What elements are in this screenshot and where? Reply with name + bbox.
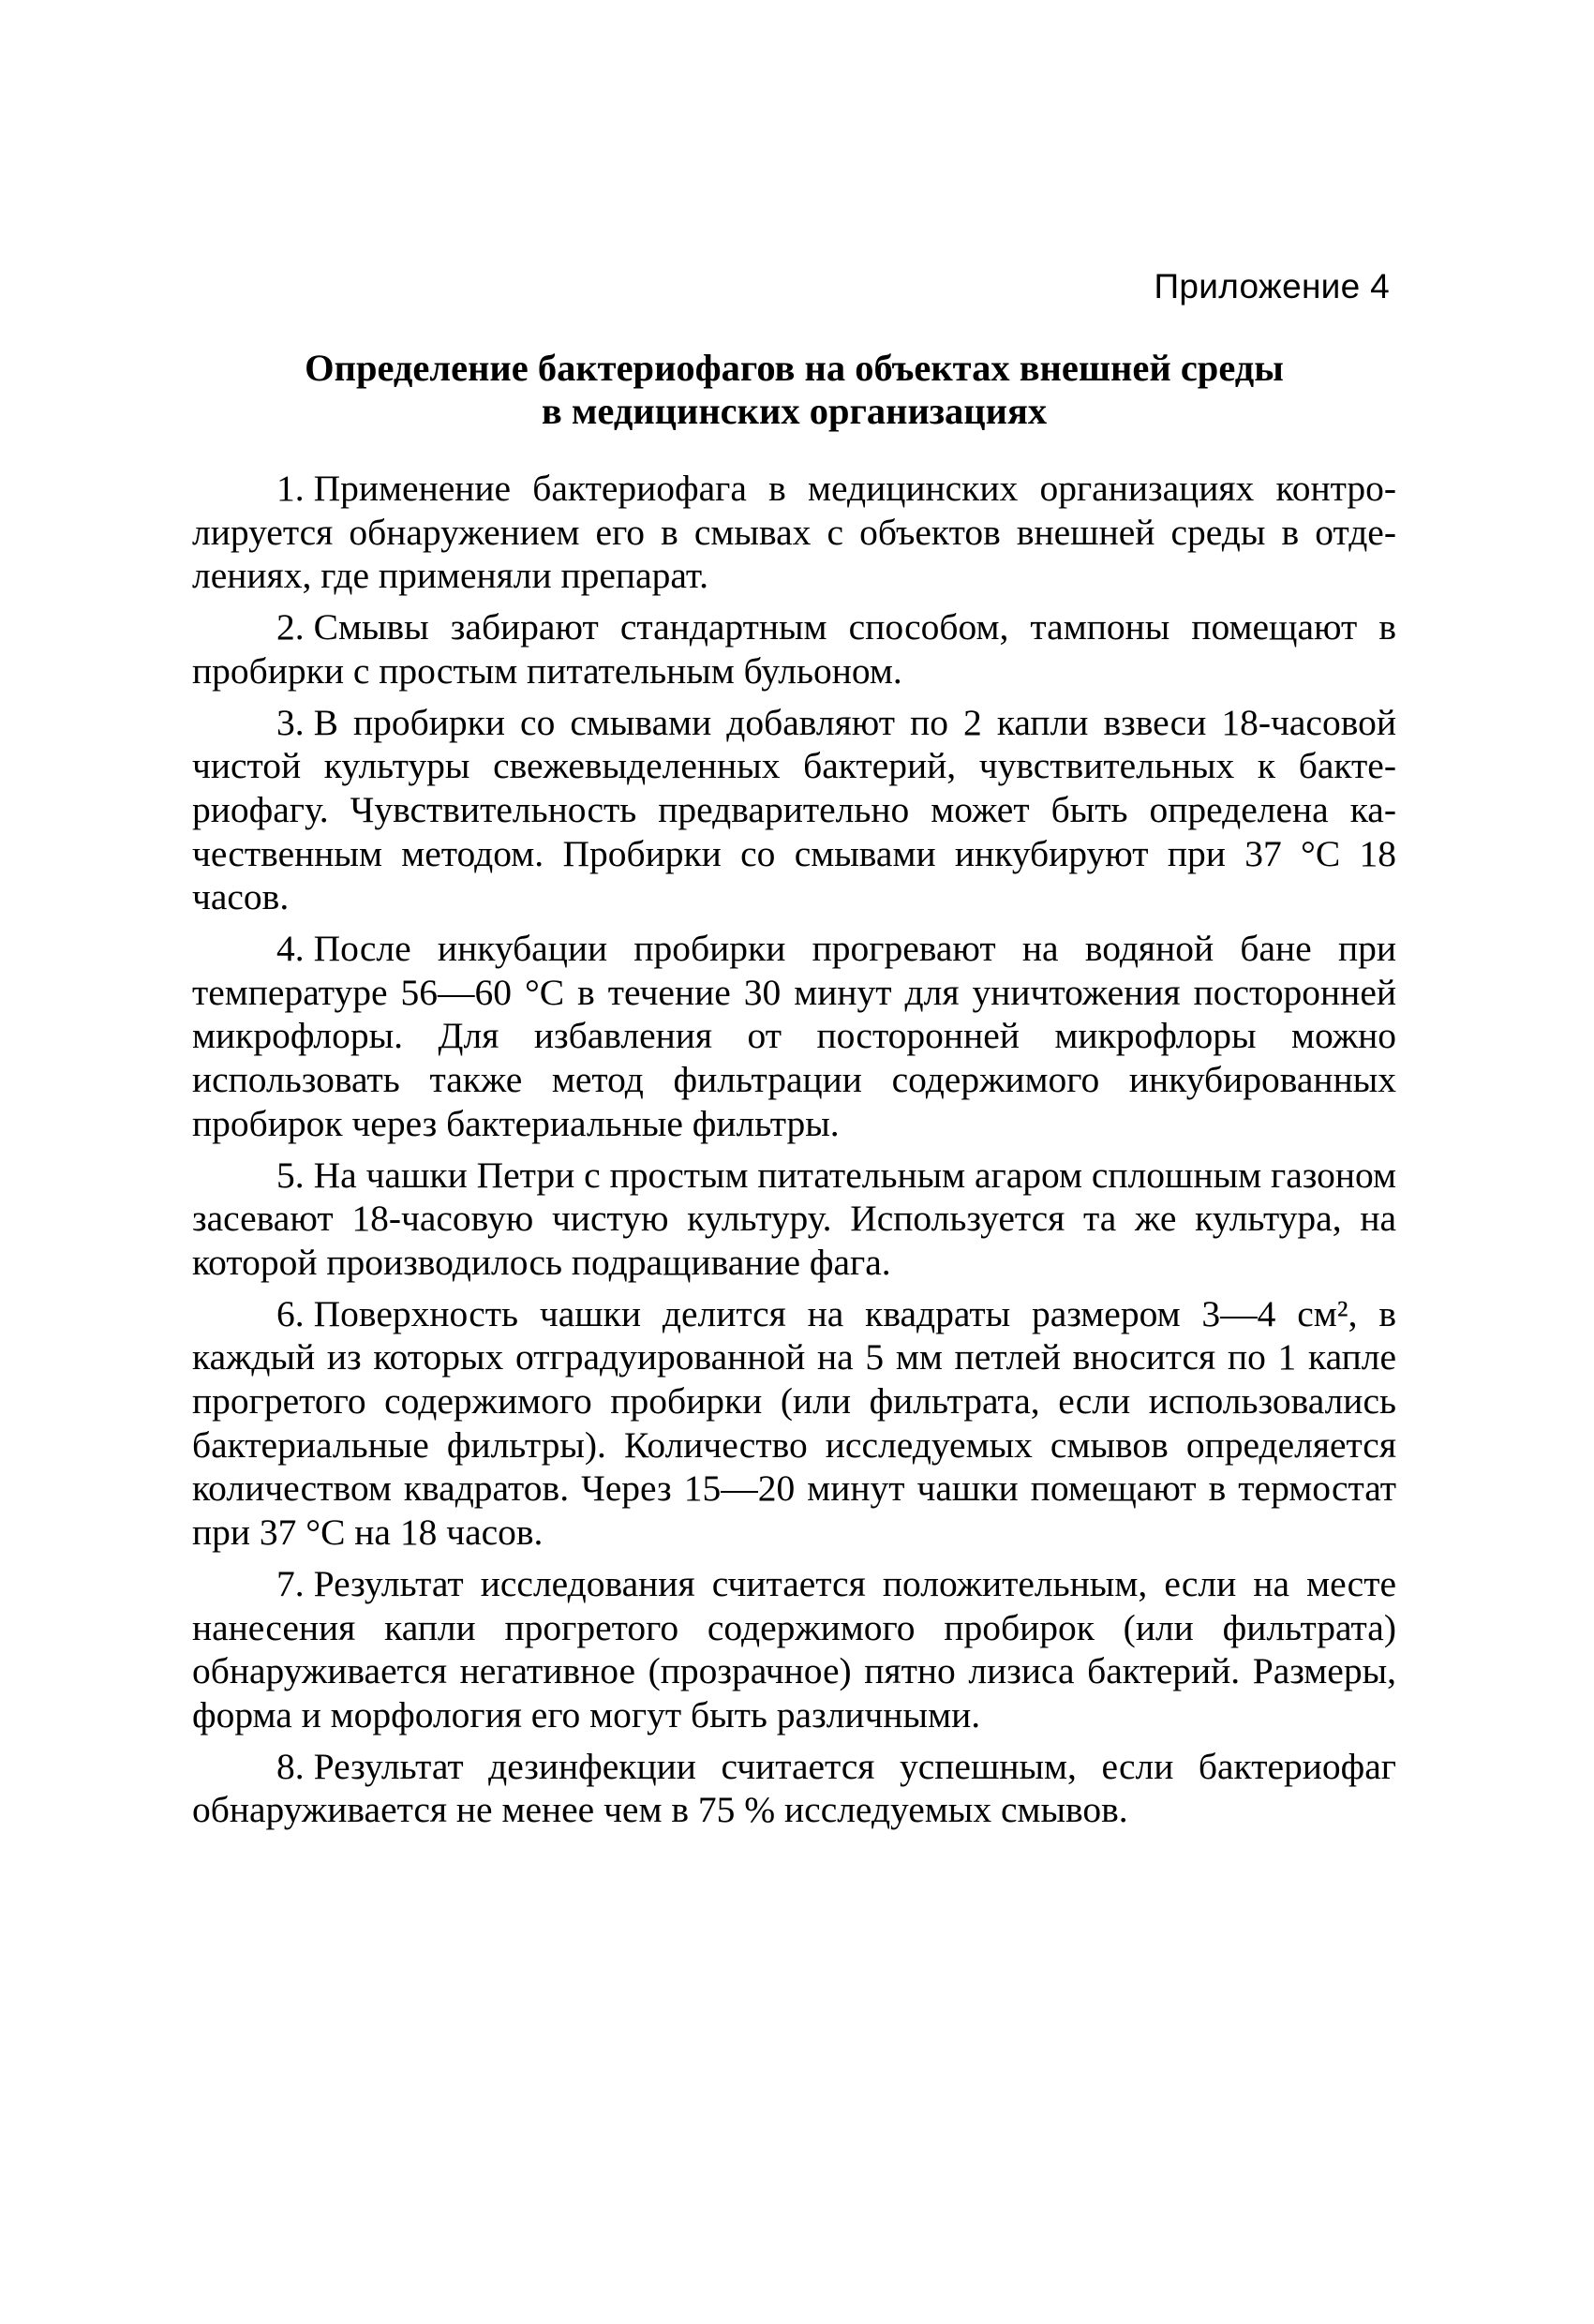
paragraph-text: Результат дезинфекции считается успешным, если бактериофаг обнаруживается не менее чем в 75 % исследуемых смывов. [192, 1745, 1396, 1831]
paragraph-2 [192, 605, 1396, 693]
paragraph-number: 5. [276, 1154, 305, 1196]
document-title [192, 347, 1396, 433]
paragraph-number: 8. [276, 1745, 305, 1787]
paragraph-text: После инкубации пробирки прогревают на водяной бане при температуре 56—60 °С в течение 30 минут для уничтожения посторонней микрофлоры. Для избавления от посторонней микрофлоры можно использовать также метод фильтрации содержимого инкубированных пробирок через бактериальные фильтры. [192, 928, 1396, 1144]
paragraph-text: В пробирки со смывами добавляют по 2 капли взвеси 18-часовой чистой культуры свежевыделенных бактерий, чувствительных к бактериофагу. Чувствительность предварительно может быть определена качественным методом. Пробирки со смывами инкубируют при 37 °С 18 часов. [192, 701, 1396, 918]
paragraph-5 [192, 1154, 1396, 1285]
paragraph-4 [192, 927, 1396, 1146]
paragraph-text: Результат исследования считается положительным, если на месте нанесения капли прогретого содержимого пробирок (или фильтрата) обнаруживается негативное (прозрачное) пятно лизиса бактерий. Размеры, форма и морфология его могут быть различными. [192, 1562, 1396, 1736]
paragraph-text: Применение бактериофага в медицинских организациях контролируется обнаружением его в смывах с объектов внешней среды в отделениях, где применяли препарат. [192, 468, 1396, 597]
paragraph-text: На чашки Петри с простым питательным агаром сплошным газоном засевают 18-часовую чистую культуру. Используется та же культура, на которой производилось подращивание фага. [192, 1154, 1396, 1283]
paragraph-number: 2. [276, 606, 305, 648]
document-body [192, 467, 1396, 1840]
paragraph-number: 1. [276, 468, 305, 509]
paragraph-3 [192, 701, 1396, 920]
title-line-1: Определение бактериофагов на объектах внешней среды [305, 347, 1284, 389]
paragraph-number: 6. [276, 1292, 305, 1334]
paragraph-number: 3. [276, 701, 305, 743]
paragraph-7 [192, 1562, 1396, 1737]
paragraph-6 [192, 1292, 1396, 1555]
paragraph-8 [192, 1745, 1396, 1832]
paragraph-1 [192, 467, 1396, 598]
paragraph-text: Смывы забирают стандартным способом, тампоны помещают в пробирки с простым питательным бульоном. [192, 606, 1396, 692]
appendix-label: Приложение 4 [1154, 267, 1390, 305]
title-line-2: в медицинских организациях [541, 390, 1048, 432]
paragraph-text: Поверхность чашки делится на квадраты размером 3—4 см², в каждый из которых отградуированной на 5 мм петлей вносится по 1 капле прогретого содержимого пробирки (или фильтрата, если использовались бактериальные фильтры). Количество исследуемых смывов определяется количеством квадратов. Через 15—20 минут чашки помещают в термостат при 37 °С на 18 часов. [192, 1292, 1396, 1554]
paragraph-number: 7. [276, 1562, 305, 1604]
paragraph-number: 4. [276, 928, 305, 970]
